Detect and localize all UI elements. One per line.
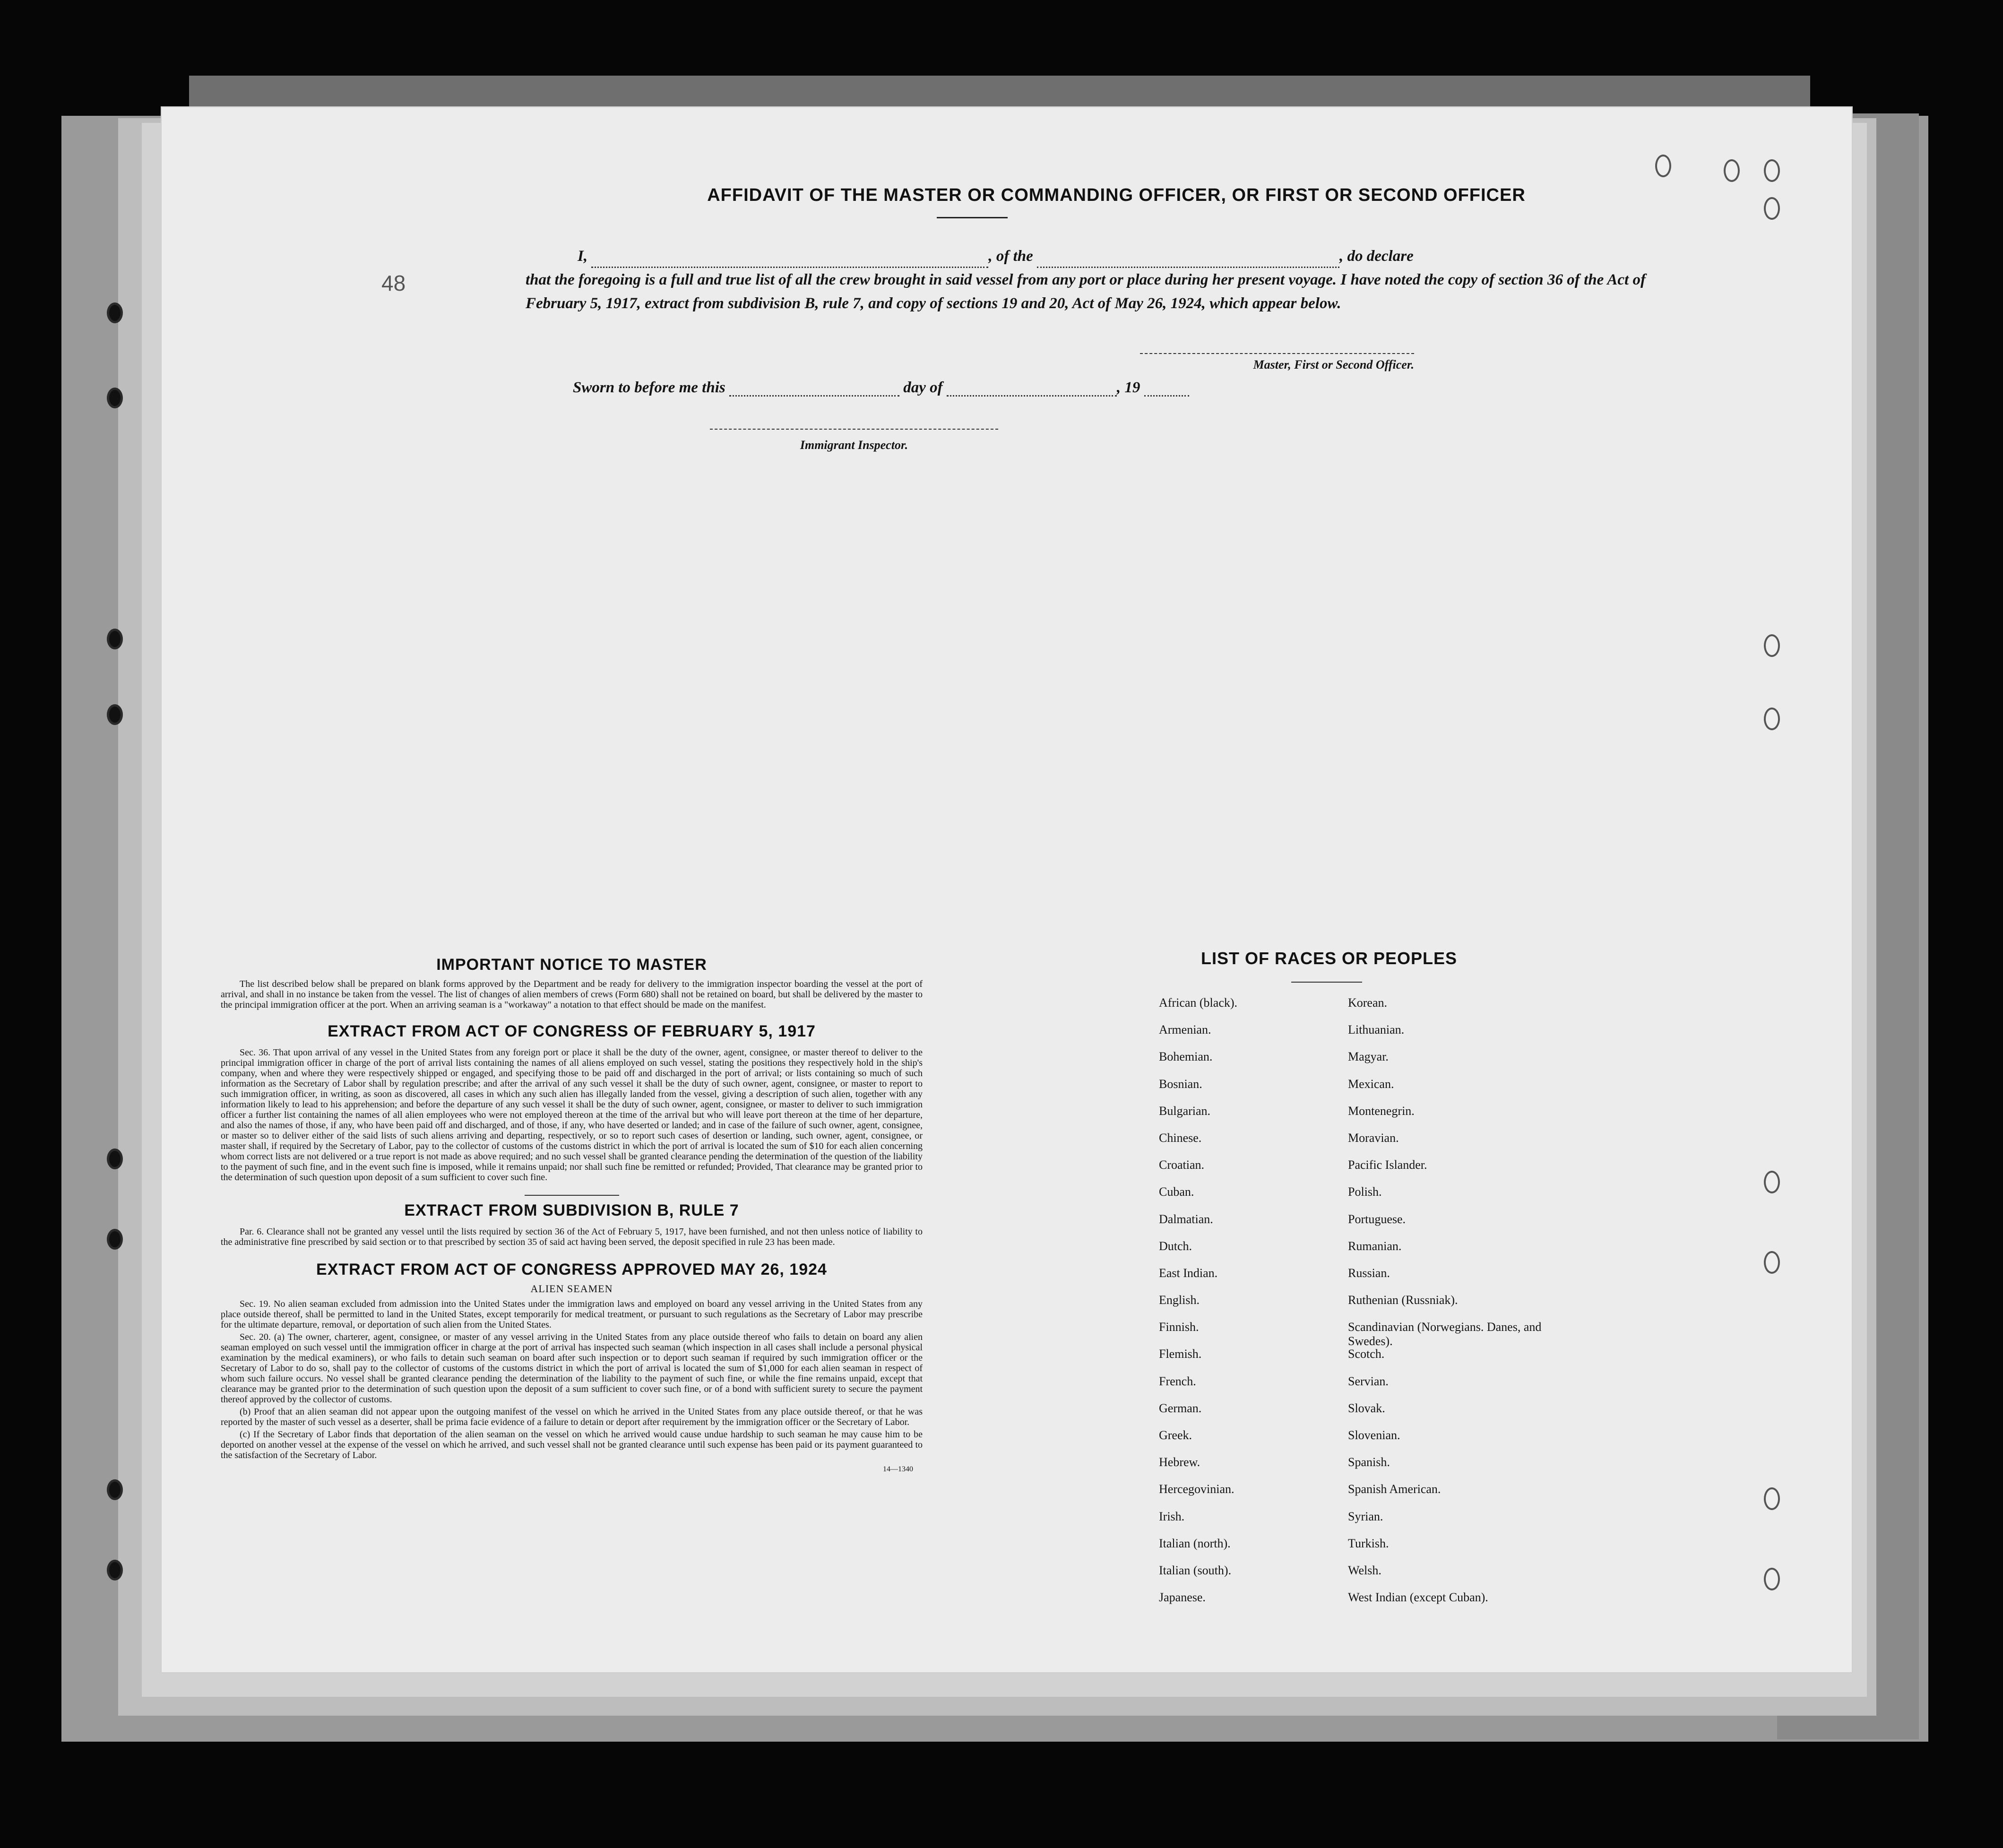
label-of-the: , of the [988,248,1033,265]
binder-hole [107,388,123,408]
race-item: Japanese. [1159,1590,1206,1605]
race-item: Portuguese. [1348,1212,1406,1226]
extract-1917-text: Sec. 36. That upon arrival of any vessel in the United States from any foreign port or place it shall be the duty of the owner, agent, consignee, or master thereof to deliver to the principal immigration officer in charge of the port of arrival lists containing the names of all aliens employed on such vessel, stating the positions they respectively hold in the ship's company, when and where they were respectively shipped or engaged, and specifying those to be paid off and discharged in the port of arrival; or lists containing so much of such information as the Secretary of Labor shall by regulation prescribe; and after the arrival of any such vessel it shall be the duty of such owner, agent, consignee, or master to report to such immigration officer, in writing, as soon as discovered, all cases in which any such alien has illegally landed from the vessel, giving a description of such alien, together with any information likely to lead to his apprehension; and before the departure of any such vessel it shall be the duty of such owner, agent, consignee, or master to deliver to such immigration officer a further list containing the names of all alien employees who were not employed thereon at the time of the arrival but who will leave port thereon at the time of her departure, and also the names of those, if any, who have been paid off and discharged, and of those, if any, who have deserted or landed; and in case of the failure of such owner, agent, consignee, or master so to deliver either of the said lists of such aliens arriving and departing, respectively, or so to report such cases of desertion or landing, such owner, agent, consignee, or master shall, if required by the Secretary of Labor, pay to the collector of customs of the customs district in which the port of arrival is located the sum of $10 for each alien concerning whom correct lists are not delivered or a true report is not made as above required; and no such vessel shall be granted clearance pending the determination of the question of the liability to the payment of such fine, and in the event such fine is imposed, while it remains unpaid; nor shall such fine be remitted or refunded; Provided, That clearance may be granted prior to the determination of such question upon deposit of a sum sufficient to cover such fine. [221,1047,923,1183]
race-item: Slovak. [1348,1401,1385,1415]
race-item: Turkish. [1348,1536,1389,1550]
affidavit-body-text: that the foregoing is a full and true list of all the crew brought in said vessel from any port or place during her present voyage. I have noted the copy of section 36 of the Act of February 5, 1917, extract from subdivision B, rule 7, and copy of sections 19 and 20, Act of May 26, 1924, which appear below. [526,271,1646,312]
inspector-signature-line[interactable] [710,429,998,430]
vessel-blank[interactable] [1037,252,1339,268]
notice-column [221,956,923,1474]
races-column-1 [1159,996,1338,1617]
race-item: Greek. [1159,1428,1192,1442]
month-blank[interactable] [947,381,1117,397]
races-title-underline [1291,982,1362,983]
extract-1924-title: EXTRACT FROM ACT OF CONGRESS APPROVED MAY 26, 1924 [316,1261,827,1278]
race-item: Ruthenian (Russniak). [1348,1293,1458,1307]
race-item: West Indian (except Cuban). [1348,1590,1488,1605]
race-item: Italian (north). [1159,1536,1231,1550]
race-item: Rumanian. [1348,1239,1402,1253]
punch-hole [1764,634,1780,657]
punch-hole [1655,155,1671,177]
race-item: Servian. [1348,1374,1389,1388]
race-item: Bulgarian. [1159,1104,1211,1118]
binder-hole [107,1229,123,1250]
race-item: Spanish American. [1348,1482,1441,1496]
races-title: LIST OF RACES OR PEOPLES [1200,949,1458,968]
race-item: Magyar. [1348,1050,1389,1064]
signature-label: Master, First or Second Officer. [1253,358,1414,371]
punch-hole [1764,159,1780,182]
race-item: Montenegrin. [1348,1104,1415,1118]
affidavit-line-1 [526,244,1646,268]
label-year: , 19 [1116,379,1140,396]
sec19-text: Sec. 19. No alien seaman excluded from admission into the United States under the immigration laws and employed on board any vessel arriving in the United States from any place outside thereof, shall be permitted to land in the United States, except temporarily for medical treatment, or pursuant to such regulations as the Secretary of Labor may prescribe for the ultimate departure, removal, or deportation of such alien from the United States. [221,1299,923,1330]
race-item: Croatian. [1159,1158,1205,1172]
label-day-of: day of [903,379,943,396]
race-item: Scotch. [1348,1347,1385,1361]
rule7-title: EXTRACT FROM SUBDIVISION B, RULE 7 [404,1201,739,1219]
binder-hole [107,629,123,649]
notice-title: IMPORTANT NOTICE TO MASTER [436,956,707,974]
binder-hole [107,704,123,725]
binder-hole [107,302,123,323]
year-blank[interactable] [1144,381,1189,397]
race-item: Hercegovinian. [1159,1482,1235,1496]
inspector-label: Immigrant Inspector. [800,438,908,452]
race-item: Finnish. [1159,1320,1199,1334]
race-item: Lithuanian. [1348,1023,1405,1037]
race-item: German. [1159,1401,1202,1415]
race-item: Slovenian. [1348,1428,1400,1442]
race-item: East Indian. [1159,1266,1218,1280]
race-item: Cuban. [1159,1185,1194,1199]
race-item: French. [1159,1374,1196,1388]
race-item: Italian (south). [1159,1563,1232,1577]
punch-hole [1764,1251,1780,1274]
race-item: Moravian. [1348,1131,1399,1145]
race-item: English. [1159,1293,1200,1307]
punch-hole [1724,159,1740,182]
race-item: Bosnian. [1159,1077,1202,1091]
race-item: Irish. [1159,1509,1185,1523]
race-item: Dalmatian. [1159,1212,1213,1226]
race-item: Mexican. [1348,1077,1394,1091]
name-blank[interactable] [591,252,988,268]
extract-1917-title: EXTRACT FROM ACT OF CONGRESS OF FEBRUARY 5, 1917 [328,1022,816,1040]
label-do-declare: , do declare [1339,248,1414,265]
punch-hole [1764,197,1780,220]
punch-hole [1764,1568,1780,1590]
sec20c-text: (c) If the Secretary of Labor finds that deportation of the alien seaman on the vessel on which he arrived would cause undue hardship to such seaman he may cause him to be deported on another vessel at the expense of the vessel on which he arrived, and such vessel shall not be granted clearance until such expense has been paid or its payment guaranteed to the satisfaction of the Secretary of Labor. [221,1429,923,1460]
race-item: Flemish. [1159,1347,1202,1361]
margin-page-number: 48 [381,271,406,295]
race-item: Russian. [1348,1266,1390,1280]
race-item: African (black). [1159,996,1238,1010]
race-item: Spanish. [1348,1455,1390,1469]
sworn-line [573,379,1189,397]
day-blank[interactable] [729,381,899,397]
race-item: Dutch. [1159,1239,1192,1253]
race-item: Korean. [1348,996,1388,1010]
affidavit-title: AFFIDAVIT OF THE MASTER OR COMMANDING OFFICER, OR FIRST OR SECOND OFFICER [707,185,1526,205]
title-underline [937,217,1008,218]
binder-hole [107,1149,123,1169]
sec20a-text: Sec. 20. (a) The owner, charterer, agent, consignee, or master of any vessel arriving in the United States from any place outside thereof who fails to detain on board any alien seaman employed on such vessel until the immigration officer in charge at the port of arrival has inspected such seaman (which inspection in all cases shall include a personal physical examination by the medical examiners), or who fails to detain such seaman on board after such inspection or to deport such seaman if required by such immigration officer or the Secretary of Labor to do so, shall pay to the collector of customs of the customs district in which the port of arrival is located the sum of $1,000 for each alien seaman in respect of whom such failure occurs. No vessel shall be granted clearance pending the determination of the liability to the payment of such fine, or while the fine remains unpaid, except that clearance may be granted prior to the determination of such question upon the deposit of a sum sufficient to cover such fine, or of a bond with sufficient surety to secure the payment thereof approved by the collector of customs. [221,1332,923,1405]
race-item: Scandinavian (Norwegians. Danes, and Swedes). [1348,1320,1542,1348]
signature-line[interactable] [1140,353,1414,354]
section-divider [525,1195,619,1196]
binder-hole [107,1560,123,1580]
race-item: Armenian. [1159,1023,1211,1037]
sec20b-text: (b) Proof that an alien seaman did not appear upon the outgoing manifest of the vessel on which he arrived in the United States from any place outside thereof, or that he was reported by the master of such vessel as a deserter, shall be prima facie evidence of a failure to detain or deport after requirement by the immigration officer or the Secretary of Labor. [221,1407,923,1427]
alien-seamen-subtitle: ALIEN SEAMEN [530,1283,613,1295]
label-i: I, [578,248,588,265]
rule7-text: Par. 6. Clearance shall not be granted any vessel until the lists required by section 36 of the Act of February 5, 1917, have been furnished, and not then unless notice of liability to the administrative fine prescribed by said section or to that prescribed by section 35 of said act having been served, the deposit specified in rule 23 has been made. [221,1226,923,1247]
punch-hole [1764,1487,1780,1510]
races-column-2 [1348,996,1565,1617]
race-item: Syrian. [1348,1509,1383,1523]
label-sworn: Sworn to before me this [573,379,725,396]
race-item: Chinese. [1159,1131,1202,1145]
affidavit-statement [526,244,1646,315]
race-item: Pacific Islander. [1348,1158,1427,1172]
manifest-page [161,106,1853,1673]
binder-hole [107,1479,123,1500]
form-number: 14—1340 [883,1465,913,1473]
race-item: Polish. [1348,1185,1382,1199]
punch-hole [1764,708,1780,730]
punch-hole [1764,1171,1780,1193]
race-item: Hebrew. [1159,1455,1200,1469]
notice-text: The list described below shall be prepared on blank forms approved by the Department and be ready for delivery to the immigration inspector boarding the vessel at the port of arrival, and shall in no instance be taken from the vessel. The list of changes of alien members of crews (Form 680) shall not be retained on board, but shall be delivered by the master to the principal immigration officer at the port. When an arriving seaman is a "workaway" a notation to that effect should be made on the manifest. [221,979,923,1010]
race-item: Bohemian. [1159,1050,1213,1064]
race-item: Welsh. [1348,1563,1381,1577]
